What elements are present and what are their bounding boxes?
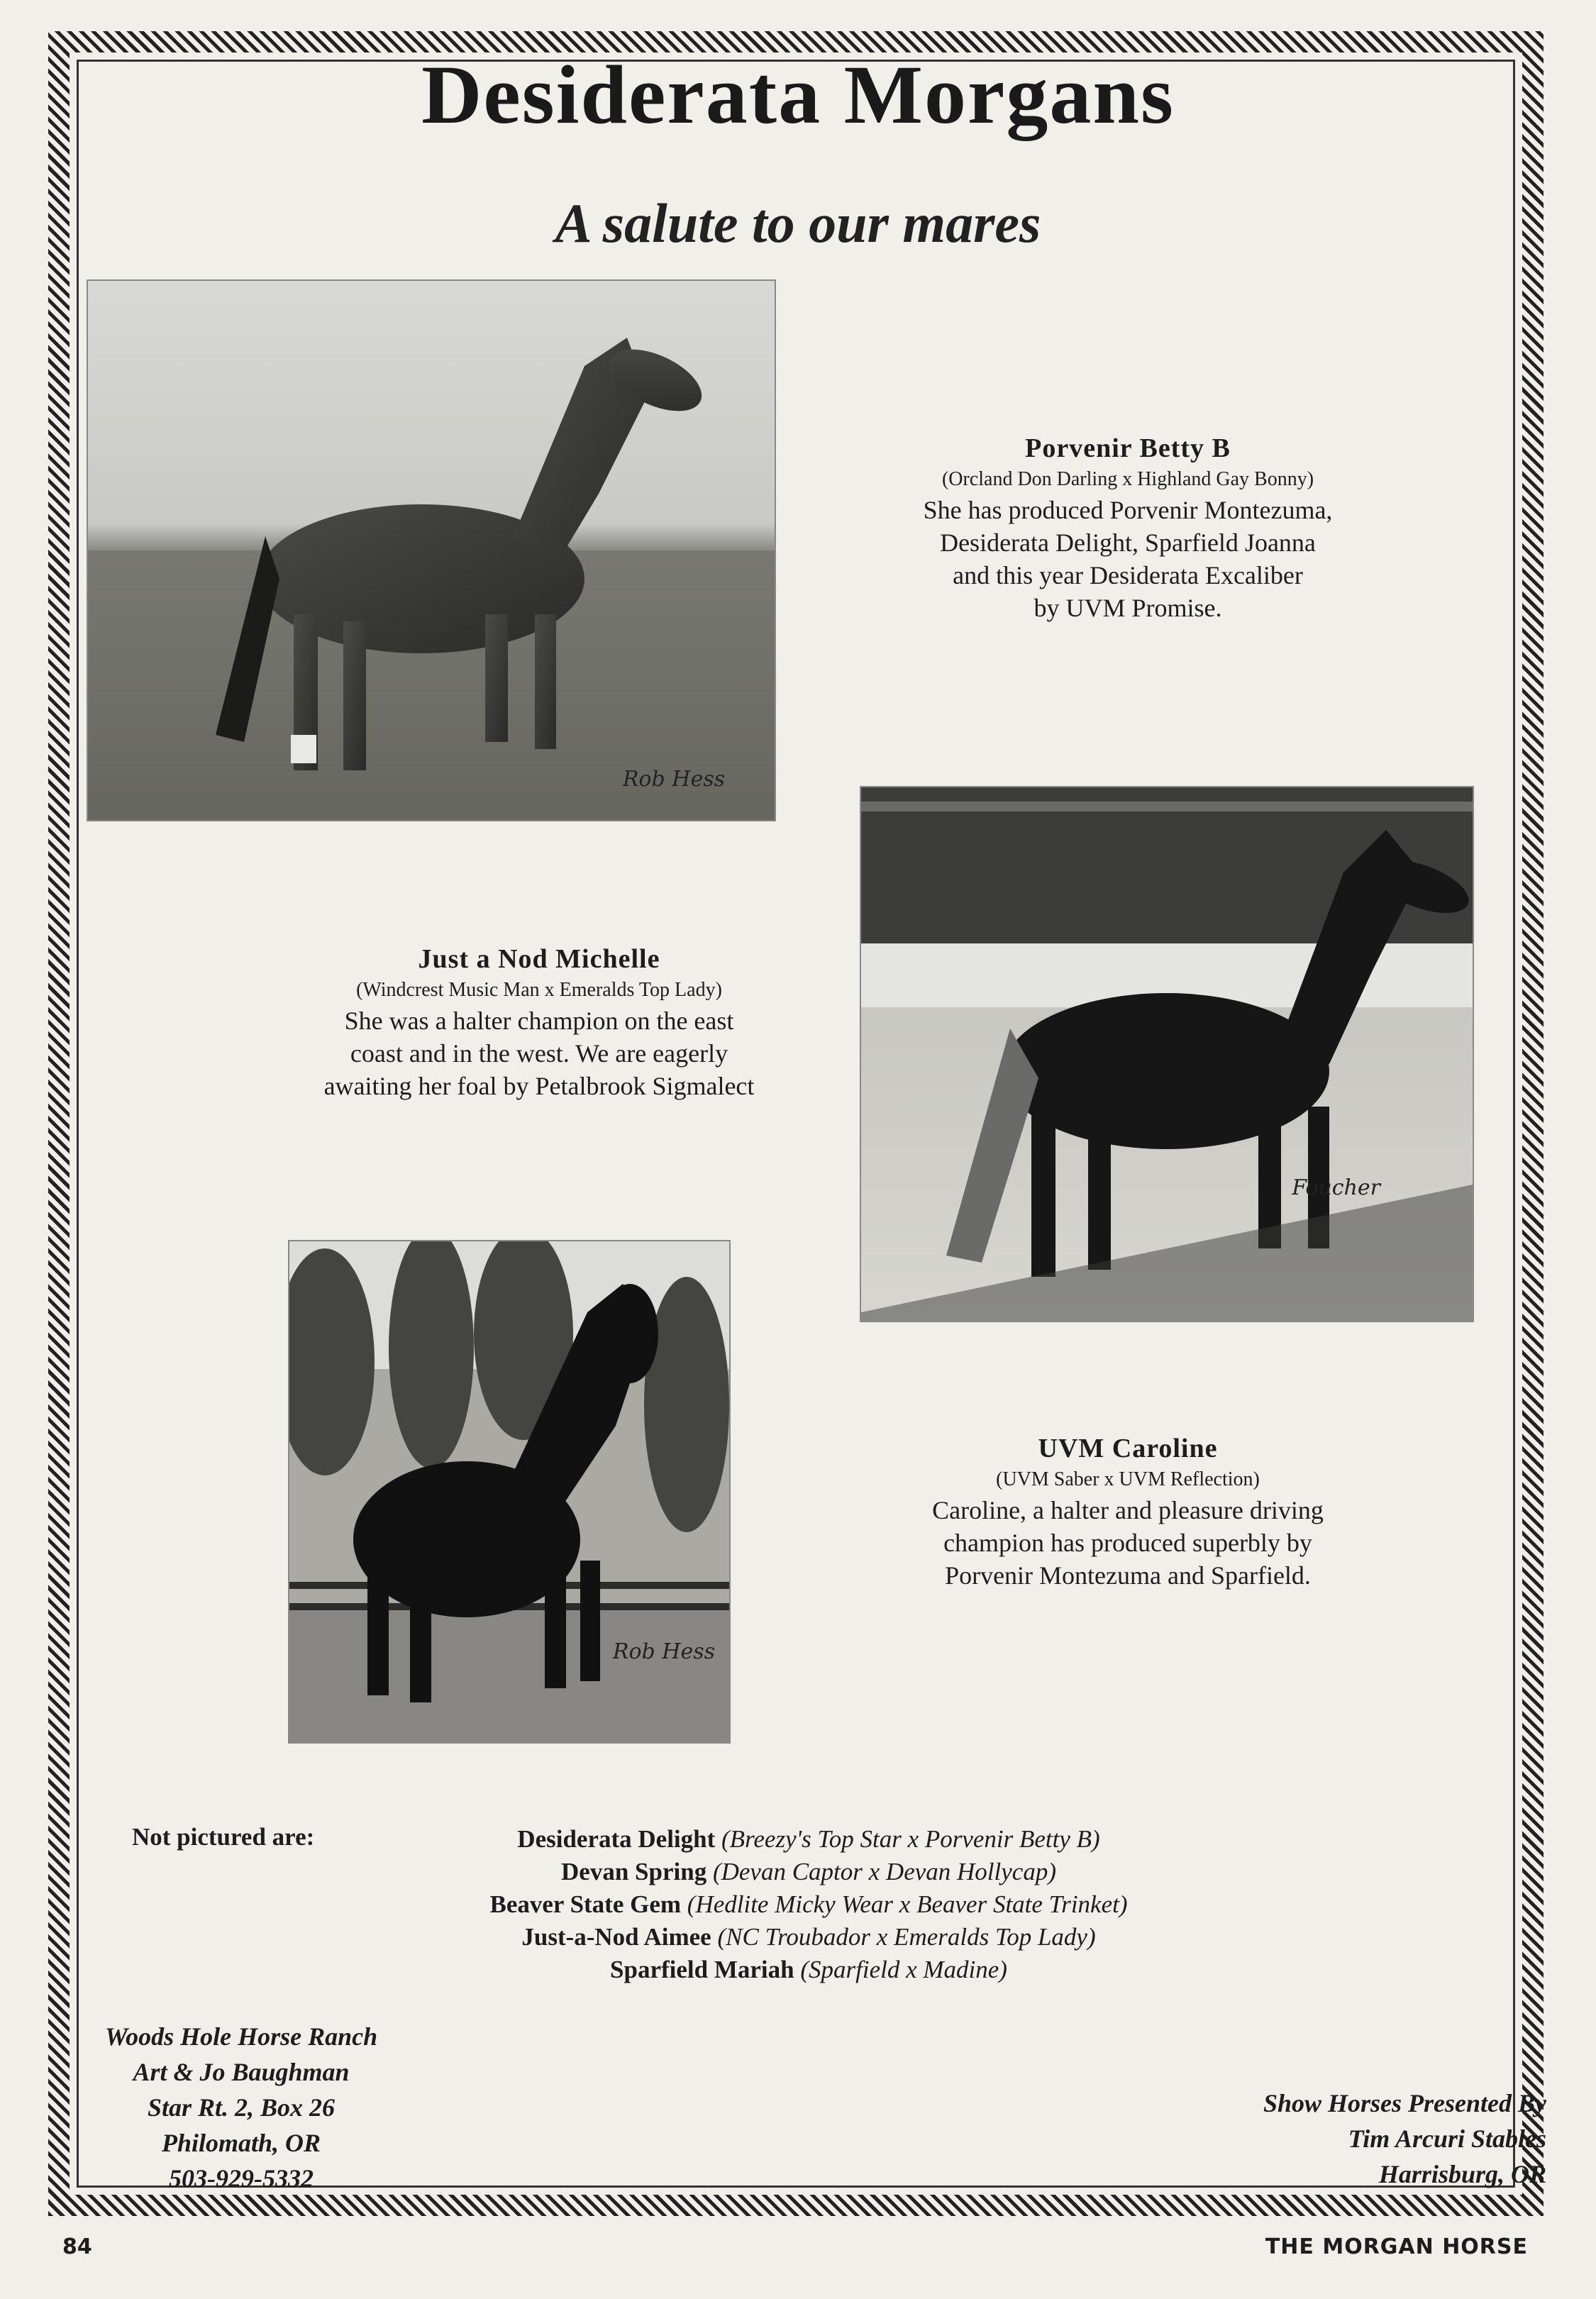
caption-uvm-caroline: [802, 1433, 1454, 1592]
presented-label: Show Horses Presented By: [1263, 2089, 1546, 2117]
photo-credit: Rob Hess: [622, 767, 725, 792]
ranch-owners: Art & Jo Baughman: [133, 2058, 350, 2086]
mare-name: Porvenir Betty B: [1025, 433, 1231, 463]
horse-photo-trees: [289, 1241, 729, 1742]
ranch-city: Philomath, OR: [161, 2129, 321, 2157]
stable-name: Tim Arcuri Stables: [1348, 2125, 1546, 2153]
mare-pedigree: (Orcland Don Darling x Highland Gay Bonny): [941, 468, 1314, 490]
photo-credit: Rob Hess: [612, 1639, 715, 1664]
ranch-name: Woods Hole Horse Ranch: [104, 2022, 378, 2051]
mare-pedigree: (UVM Saber x UVM Reflection): [996, 1468, 1260, 1490]
horse-photo-arena: [861, 787, 1473, 1321]
photo-uvm-caroline: [861, 787, 1473, 1321]
page-title: Desiderata Morgans: [421, 48, 1175, 141]
photo-just-a-nod-michelle: [289, 1241, 729, 1742]
list-item: Beaver State Gem (Hedlite Micky Wear x Beaver State Trinket): [489, 1890, 1128, 1918]
list-item: Desiderata Delight (Breezy's Top Star x Porvenir Betty B): [517, 1825, 1100, 1853]
not-pictured-list: [333, 1823, 1284, 1986]
ranch-phone: 503-929-5332: [169, 2164, 314, 2193]
page-number: 84: [62, 2234, 92, 2259]
photo-credit: Foucher: [1292, 1175, 1380, 1200]
list-item: Devan Spring (Devan Captor x Devan Hollycap): [561, 1858, 1056, 1885]
mare-description: Caroline, a halter and pleasure driving champion has produced superbly by Porvenir Montezuma and Sparfield.: [932, 1496, 1324, 1590]
magazine-name: THE MORGAN HORSE: [1265, 2234, 1528, 2259]
page-subtitle: A salute to our mares: [555, 192, 1041, 254]
mare-pedigree: (Windcrest Music Man x Emeralds Top Lady): [356, 979, 722, 1001]
ranch-street: Star Rt. 2, Box 26: [147, 2093, 336, 2122]
caption-just-a-nod-michelle: [234, 943, 844, 1102]
mare-name: Just a Nod Michelle: [418, 944, 660, 974]
list-item: Sparfield Mariah (Sparfield x Madine): [610, 1956, 1007, 1983]
list-item: Just-a-Nod Aimee (NC Troubador x Emeralds Top Lady): [521, 1923, 1096, 1951]
mare-description: She has produced Porvenir Montezuma, Desiderata Delight, Sparfield Joanna and this year Desiderata Excaliber by UVM Promise.: [923, 496, 1333, 622]
mare-name: UVM Caroline: [1038, 1434, 1218, 1463]
stable-location: Harrisburg, OR: [1378, 2160, 1546, 2188]
ranch-address: [64, 2019, 419, 2196]
caption-porvenir-betty-b: [809, 433, 1447, 624]
not-pictured-label: Not pictured are:: [132, 1823, 315, 1851]
photo-porvenir-betty-b: [88, 281, 775, 820]
presented-by: [1149, 2085, 1546, 2192]
mare-description: She was a halter champion on the east coast and in the west. We are eagerly awaiting her foal by Petalbrook Sigmalect: [323, 1007, 755, 1100]
horse-photo-pasture: [88, 281, 775, 820]
